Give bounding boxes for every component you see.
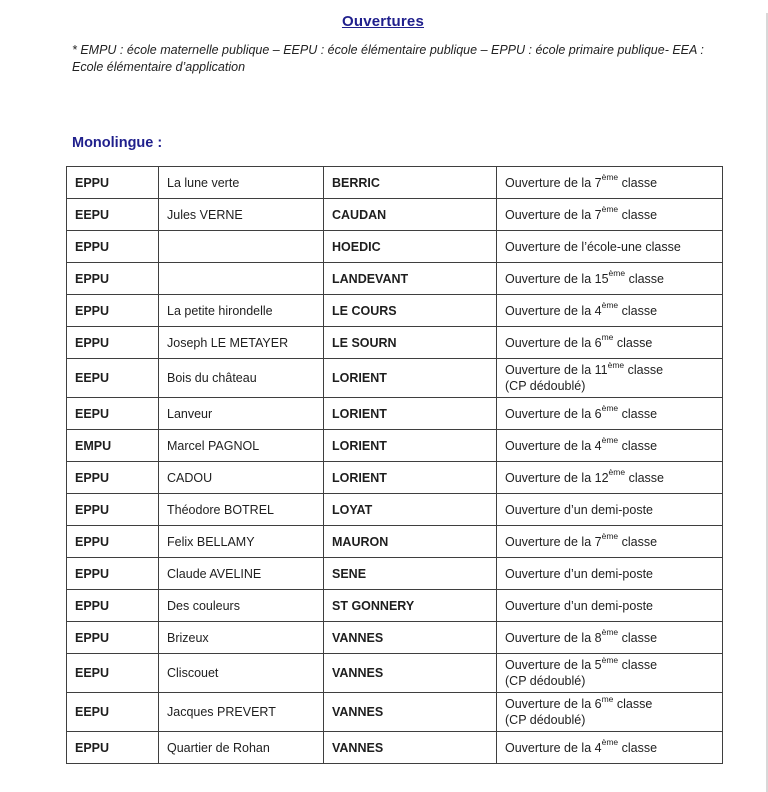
school-name-cell: Cliscouet (159, 654, 324, 693)
opening-cell (497, 359, 723, 398)
school-type-cell: EPPU (67, 231, 159, 263)
school-type-cell: EEPU (67, 693, 159, 732)
commune-cell: CAUDAN (324, 199, 497, 231)
opening-text: Ouverture d’un demi-poste (505, 598, 653, 613)
opening-text: Ouverture de la 7ème classe (505, 531, 658, 549)
table-row (67, 199, 723, 231)
opening-cell (497, 231, 723, 263)
opening-cell (497, 622, 723, 654)
school-name-cell: CADOU (159, 462, 324, 494)
table-row (67, 693, 723, 732)
school-name-cell: Quartier de Rohan (159, 732, 324, 764)
opening-cell (497, 199, 723, 231)
opening-text: Ouverture de la 12ème classe (505, 467, 664, 485)
opening-text: Ouverture de la 4ème classe (505, 737, 658, 755)
school-type-cell: EEPU (67, 359, 159, 398)
opening-cell (497, 494, 723, 526)
table-row (67, 263, 723, 295)
ordinal-superscript: ème (601, 654, 619, 665)
commune-cell: SENE (324, 558, 497, 590)
school-type-cell: EPPU (67, 462, 159, 494)
school-type-cell: EPPU (67, 590, 159, 622)
ordinal-superscript: me (601, 693, 614, 704)
opening-text: Ouverture de la 8ème classe (505, 627, 658, 645)
school-name-cell: Des couleurs (159, 590, 324, 622)
opening-text: Ouverture de la 4ème classe (505, 435, 658, 453)
table-row (67, 295, 723, 327)
commune-cell: MAURON (324, 526, 497, 558)
legend-note: * EMPU : école maternelle publique – EEPU : école élémentaire publique – EPPU : école primaire publique- EEA : Ecole élémentaire d’application (72, 43, 704, 74)
opening-text: Ouverture de l’école-une classe (505, 239, 681, 254)
ordinal-superscript: ème (601, 627, 619, 638)
opening-text: Ouverture de la 11ème classe (505, 359, 664, 377)
table-row (67, 526, 723, 558)
openings-table-body (67, 167, 723, 764)
table-row (67, 327, 723, 359)
school-type-cell: EPPU (67, 295, 159, 327)
opening-text: Ouverture d’un demi-poste (505, 566, 653, 581)
school-type-cell: EPPU (67, 558, 159, 590)
school-type-cell: EPPU (67, 167, 159, 199)
opening-cell (497, 462, 723, 494)
table-row (67, 359, 723, 398)
opening-note-line: (CP dédoublé) (505, 379, 586, 393)
commune-cell: LOYAT (324, 494, 497, 526)
school-type-cell: EPPU (67, 622, 159, 654)
commune-cell: LORIENT (324, 359, 497, 398)
commune-cell: LE COURS (324, 295, 497, 327)
ordinal-superscript: ème (601, 531, 619, 542)
ordinal-superscript: ème (601, 403, 619, 414)
school-name-cell (159, 263, 324, 295)
opening-text: Ouverture d’un demi-poste (505, 502, 653, 517)
school-name-cell: La petite hirondelle (159, 295, 324, 327)
opening-cell (497, 654, 723, 693)
page-title: Ouvertures (341, 13, 425, 30)
commune-cell: LORIENT (324, 398, 497, 430)
school-name-cell: Jacques PREVERT (159, 693, 324, 732)
ordinal-superscript: ème (608, 268, 626, 279)
table-row (67, 494, 723, 526)
opening-cell (497, 167, 723, 199)
table-row (67, 558, 723, 590)
opening-cell (497, 430, 723, 462)
ordinal-superscript: ème (608, 467, 626, 478)
commune-cell: VANNES (324, 693, 497, 732)
school-type-cell: EEPU (67, 398, 159, 430)
school-type-cell: EPPU (67, 494, 159, 526)
opening-cell (497, 327, 723, 359)
school-type-cell: EEPU (67, 199, 159, 231)
commune-cell: LE SOURN (324, 327, 497, 359)
school-name-cell: Marcel PAGNOL (159, 430, 324, 462)
ordinal-superscript: ème (607, 359, 625, 370)
commune-cell: BERRIC (324, 167, 497, 199)
school-type-cell: EPPU (67, 732, 159, 764)
school-type-cell: EPPU (67, 526, 159, 558)
opening-text: Ouverture de la $6^{me}$ classe (505, 332, 653, 350)
commune-cell: ST GONNERY (324, 590, 497, 622)
school-name-cell: Felix BELLAMY (159, 526, 324, 558)
opening-text: Ouverture de la $6^{me}$ classe (505, 693, 653, 711)
opening-cell (497, 295, 723, 327)
school-name-cell: Lanveur (159, 398, 324, 430)
school-name-cell: La lune verte (159, 167, 324, 199)
commune-cell: LORIENT (324, 430, 497, 462)
school-type-cell: EPPU (67, 327, 159, 359)
openings-table (66, 166, 723, 764)
table-row (67, 654, 723, 693)
school-name-cell (159, 231, 324, 263)
opening-text: Ouverture de la 6ème classe (505, 403, 658, 421)
ordinal-superscript: ème (601, 435, 619, 446)
table-row (67, 167, 723, 199)
opening-text: Ouverture de la 4ème classe (505, 300, 658, 318)
opening-text: Ouverture de la 5ème classe (505, 654, 658, 672)
school-name-cell: Claude AVELINE (159, 558, 324, 590)
commune-cell: VANNES (324, 654, 497, 693)
table-row (67, 231, 723, 263)
commune-cell: LANDEVANT (324, 263, 497, 295)
school-type-cell: EMPU (67, 430, 159, 462)
opening-cell (497, 693, 723, 732)
opening-note-line: (CP dédoublé) (505, 674, 586, 688)
ordinal-superscript: me (601, 332, 614, 343)
school-name-cell: Bois du château (159, 359, 324, 398)
school-name-cell: Jules VERNE (159, 199, 324, 231)
opening-note-line: (CP dédoublé) (505, 713, 586, 727)
opening-cell (497, 263, 723, 295)
school-name-cell: Brizeux (159, 622, 324, 654)
school-type-cell: EPPU (67, 263, 159, 295)
school-name-cell: Théodore BOTREL (159, 494, 324, 526)
opening-cell (497, 732, 723, 764)
document-page (0, 13, 768, 792)
school-name-cell: Joseph LE METAYER (159, 327, 324, 359)
table-row (67, 462, 723, 494)
commune-cell: VANNES (324, 622, 497, 654)
table-row (67, 398, 723, 430)
school-type-cell: EEPU (67, 654, 159, 693)
commune-cell: VANNES (324, 732, 497, 764)
opening-cell (497, 590, 723, 622)
ordinal-superscript: ème (601, 737, 619, 748)
opening-text: Ouverture de la 15ème classe (505, 268, 664, 286)
section-heading-monolingue: Monolingue : (72, 135, 163, 151)
opening-cell (497, 398, 723, 430)
opening-text: Ouverture de la 7ème classe (505, 204, 658, 222)
table-row (67, 430, 723, 462)
opening-cell (497, 526, 723, 558)
commune-cell: LORIENT (324, 462, 497, 494)
table-row (67, 622, 723, 654)
table-row (67, 590, 723, 622)
commune-cell: HOEDIC (324, 231, 497, 263)
table-row (67, 732, 723, 764)
ordinal-superscript: ème (601, 300, 619, 311)
ordinal-superscript: ème (601, 172, 619, 183)
opening-text: Ouverture de la 7ème classe (505, 172, 658, 190)
ordinal-superscript: ème (601, 204, 619, 215)
opening-cell (497, 558, 723, 590)
